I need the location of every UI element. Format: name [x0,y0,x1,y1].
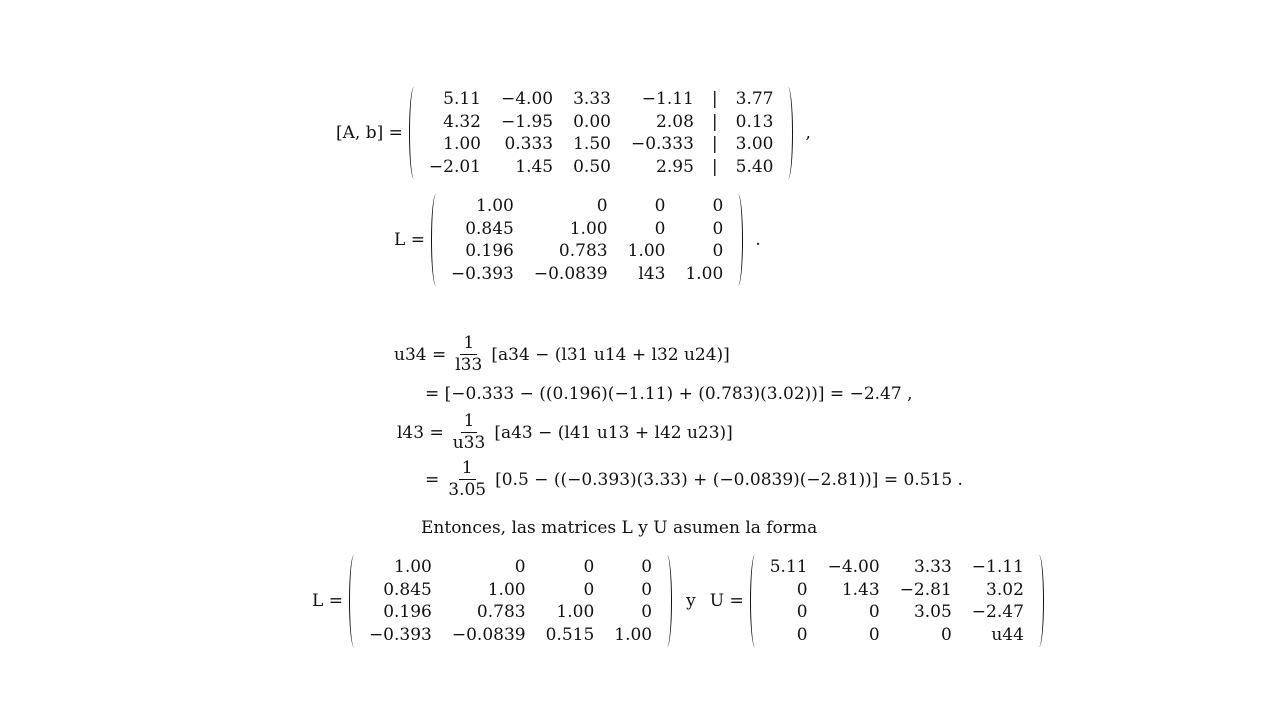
matrix-cell: 0 [641,557,653,577]
matrix-cell: −0.0839 [451,624,526,645]
u-final-table [760,556,1034,646]
matrix-cell: 0.845 [465,218,514,239]
matrix-cell: 0.515 [545,624,595,645]
u34-fraction-numerator: 1 [460,334,477,355]
l-partial-matrix [431,194,743,286]
matrix-cell: −0.0839 [533,263,608,284]
l-final-label: L = [312,591,343,611]
left-parenthesis [409,87,419,179]
u34-fraction-denominator: l33 [455,355,483,375]
matrix-cell: −4.00 [501,89,554,109]
matrix-cell: 0 [796,624,808,645]
l43-evaluation-numerator: 1 [459,459,476,480]
u34-lhs: u34 = [394,344,447,365]
u34-fraction [452,334,485,375]
matrix-cell: 0 [940,624,952,645]
l43-lhs: l43 = [397,422,444,443]
matrix-row [359,556,662,579]
augmented-matrix-table [419,88,784,178]
matrix-cell: −2.01 [428,156,481,177]
matrix-cell: 3.33 [573,89,611,109]
matrix-cell: 0 [514,557,526,577]
matrix-cell: 1.00 [627,241,666,261]
matrix-row [441,195,733,218]
matrix-cell: 0.196 [465,241,514,261]
matrix-row [419,156,784,179]
matrix-cell: 0 [583,557,595,577]
matrix-cell: 1.00 [685,263,724,284]
matrix-cell: 0 [712,196,724,216]
matrix-row [359,579,662,602]
l-partial-table [441,195,733,285]
augment-separator: | [711,134,718,154]
u34-evaluation [425,384,913,404]
matrix-cell: 0 [796,579,808,600]
l43-evaluation-denominator: 3.05 [448,480,487,500]
punctuation-comma: , [805,123,811,143]
matrix-cell: 1.00 [394,557,432,577]
l-partial-equation [394,194,761,286]
punctuation-period: . [755,230,761,250]
right-parenthesis [662,555,672,647]
matrix-cell: −4.00 [827,557,880,577]
augmented-matrix-label: [A, b] = [336,123,403,143]
matrix-cell: 0 [796,602,808,622]
right-parenthesis [733,194,743,286]
augment-separator: | [711,89,718,109]
u-final-matrix [750,555,1044,647]
u34-equation [394,334,730,375]
u-final-label: U = [709,591,744,611]
matrix-row [419,111,784,134]
matrix-row [760,579,1034,602]
matrix-cell: 1.45 [515,156,554,177]
matrix-cell: 0.13 [735,111,774,132]
augmented-matrix-equation [336,87,811,179]
matrix-cell: 1.00 [476,196,514,216]
matrix-cell: 0.50 [573,156,611,177]
conjunction-y: y [686,591,696,611]
matrix-cell: 1.00 [614,624,653,645]
matrix-cell: 1.50 [573,134,611,154]
l43-fraction-denominator: u33 [452,433,486,453]
explanation-sentence: Entonces, las matrices L y U asumen la forma [421,518,818,538]
matrix-cell: 0.845 [383,579,432,600]
matrix-row [441,240,733,263]
matrix-cell: 5.40 [735,156,774,177]
matrix-cell: −1.11 [641,89,694,109]
matrix-cell: 0 [712,241,724,261]
matrix-cell: 0.00 [573,111,611,132]
matrix-row [441,263,733,286]
matrix-cell: 0.783 [558,241,608,261]
matrix-cell: 3.05 [913,602,952,622]
matrix-cell: 1.43 [841,579,880,600]
l43-evaluation-fraction [445,459,489,500]
right-parenthesis [783,87,793,179]
augmented-matrix [409,87,794,179]
matrix-cell: 0 [654,196,666,216]
matrix-cell: 0 [583,579,595,600]
left-parenthesis [750,555,760,647]
l43-evaluation-equals: = [425,469,440,490]
matrix-cell: 3.33 [913,557,952,577]
matrix-row [760,601,1034,624]
matrix-cell: 0 [641,579,653,600]
matrix-row [419,88,784,111]
matrix-cell: 0.783 [476,602,526,622]
matrix-cell: 5.11 [443,89,481,109]
matrix-cell: 0 [654,218,666,239]
l43-rhs: [a43 − (l41 u13 + l42 u23)] [494,422,733,443]
left-parenthesis [349,555,359,647]
matrix-cell: 3.00 [735,134,774,154]
matrix-cell: 3.77 [735,89,774,109]
l-final-matrix [349,555,672,647]
matrix-cell: 0.196 [383,602,432,622]
matrix-cell: 0 [641,602,653,622]
matrix-row [760,556,1034,579]
matrix-cell: −0.333 [630,134,694,154]
right-parenthesis [1034,555,1044,647]
matrix-cell: −0.393 [450,263,514,284]
l43-evaluation-rhs: [0.5 − ((−0.393)(3.33) + (−0.0839)(−2.81))] = 0.515 . [495,469,963,490]
matrix-cell: 4.32 [443,111,481,132]
l43-evaluation [425,459,963,500]
matrix-cell: −0.393 [368,624,432,645]
l43-fraction-numerator: 1 [461,412,478,433]
matrix-cell: −2.81 [899,579,952,600]
augment-separator: | [711,156,718,177]
u34-evaluation-text: = [−0.333 − ((0.196)(−1.11) + (0.783)(3.02))] = −2.47 , [425,384,913,404]
matrix-cell: 1.00 [556,602,595,622]
matrix-cell: 1.00 [443,134,481,154]
matrix-cell: −2.47 [971,602,1024,622]
matrix-cell: 0 [596,196,608,216]
matrix-cell: −1.11 [971,557,1024,577]
l-partial-label: L = [394,230,425,250]
matrix-row [359,624,662,647]
matrix-cell: 0 [712,218,724,239]
matrix-cell: u44 [991,624,1024,645]
matrix-cell: 3.02 [986,579,1024,600]
matrix-cell: 2.08 [656,111,694,132]
matrix-row [441,218,733,241]
l43-equation [397,412,733,453]
l43-fraction [450,412,489,453]
augment-separator: | [711,111,718,132]
matrix-row [419,133,784,156]
matrix-row [359,601,662,624]
final-matrices-equation [312,555,1044,647]
matrix-cell: 1.00 [487,579,526,600]
matrix-cell: 2.95 [656,156,694,177]
u34-rhs: [a34 − (l31 u14 + l32 u24)] [491,344,730,365]
matrix-cell: l43 [638,263,666,284]
left-parenthesis [431,194,441,286]
matrix-cell: 0.333 [504,134,554,154]
matrix-cell: 5.11 [769,557,808,577]
matrix-cell: 0 [868,624,880,645]
matrix-cell: −1.95 [501,111,554,132]
l-final-table [359,556,662,646]
matrix-cell: 1.00 [569,218,608,239]
matrix-row [760,624,1034,647]
matrix-cell: 0 [868,602,880,622]
